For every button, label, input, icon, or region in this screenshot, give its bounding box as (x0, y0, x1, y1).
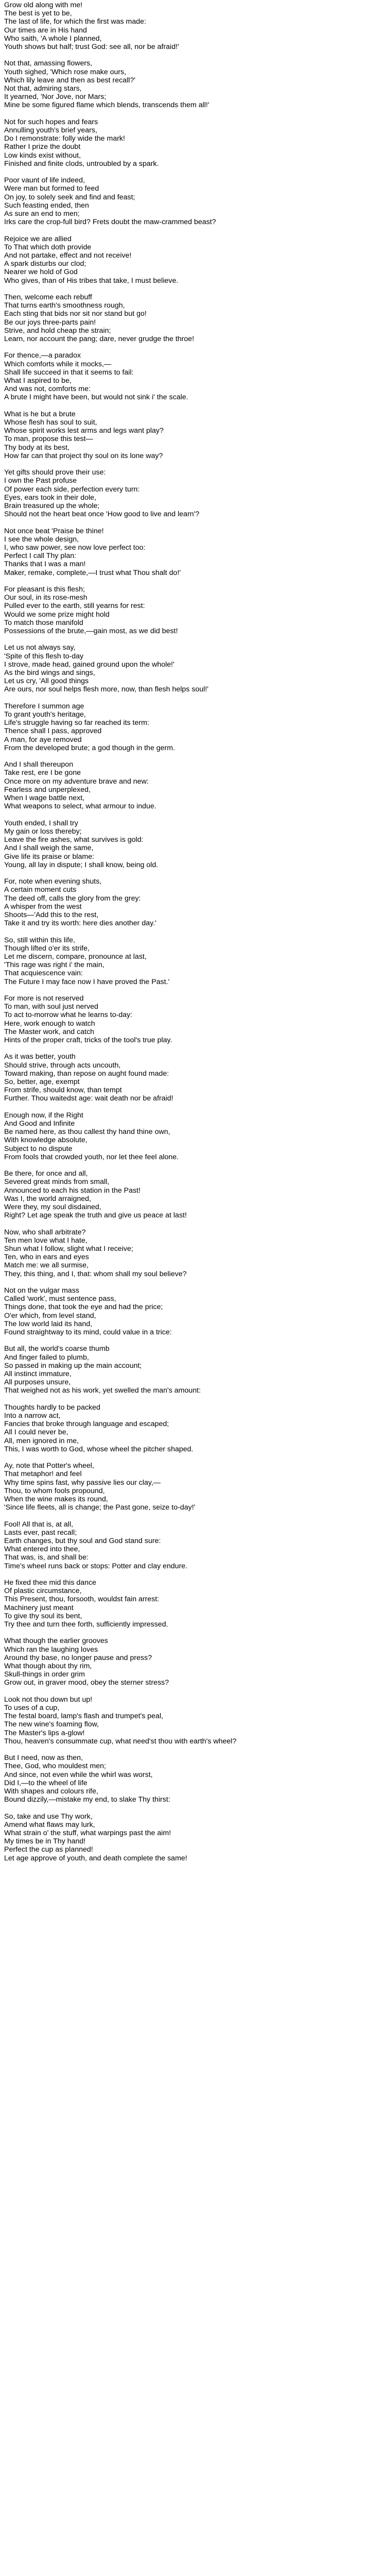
stanza-10: Not once beat 'Praise be thine! I see the whole design, I, who saw power, see now love perfect too: Perfect I call Thy plan: Thanks that I was a man! Maker, remake, complete,—I trust what Thou shalt do!' (4, 527, 181, 577)
stanza-4: Poor vaunt of life indeed, Were man but formed to feed On joy, to solely seek and find and feast; Such feasting ended, then As sure an end to men; Irks care the crop-full bird? Frets doubt the maw-crammed beast? (4, 176, 216, 227)
stanza-20: Enough now, if the Right And Good and Infinite Be named here, as thou callest thy hand thine own, With knowledge absolute, Subject to no dispute From fools that crowded youth, nor let thee feel alone. (4, 1111, 179, 1161)
stanza-9: Yet gifts should prove their use: I own the Past profuse Of power each side, perfection every turn: Eyes, ears took in their dole, Brain treasured up the whole; Should not the heart beat once 'How good to live and learn'? (4, 468, 200, 519)
stanza-28: He fixed thee mid this dance Of plastic circumstance, This Present, thou, forsooth, wouldst fain arrest: Machinery just meant To give thy soul its bent, Try thee and turn thee forth, sufficiently impressed. (4, 1578, 168, 1629)
stanza-2: Not that, amassing flowers, Youth sighed, 'Which rose make ours, Which lily leave and then as best recall?' Not that, admiring stars, It yearned, 'Nor Jove, nor Mars; Mine be some figured flame which blends, transcends them all!' (4, 59, 209, 110)
stanza-25: Thoughts hardly to be packed Into a narrow act, Fancies that broke through language and escaped; All I could never be, All, men ignored in me, This, I was worth to God, whose wheel the pitcher shaped. (4, 1403, 194, 1453)
stanza-29: What though the earlier grooves Which ran the laughing loves Around thy base, no longer pause and press? What though about thy rim, Skull-things in order grim Grow out, in graver mood, obey the sterner stress? (4, 1637, 169, 1687)
stanza-32: So, take and use Thy work, Amend what flaws may lurk, What strain o' the stuff, what warpings past the aim! My times be in Thy hand! Perfect the cup as planned! Let age approve of youth, and death complete the same! (4, 1812, 187, 1862)
stanza-13: Therefore I summon age To grant youth's heritage, Life's struggle having so far reached its term: Thence shall I pass, approved A man, for aye removed From the developed brute; a god though in the germ. (4, 702, 176, 752)
stanza-30: Look not thou down but up! To uses of a cup, The festal board, lamp's flash and trumpet's peal, The new wine's foaming flow, The Master's lips a-glow! Thou, heaven's consummate cup, what need'st thou with earth's wheel? (4, 1695, 237, 1745)
stanza-18: For more is not reserved To man, with soul just nerved To act to-morrow what he learns to-day: Here, work enough to watch The Master work, and catch Hints of the proper craft, tricks of the tool's true play. (4, 994, 172, 1044)
stanza-1: Grow old along with me! The best is yet to be, The last of life, for which the first was made: Our times are in His hand Who saith, 'A whole I planned, Youth shows but half; trust God: see all, nor be afraid!' (4, 1, 179, 52)
stanza-27: Fool! All that is, at all, Lasts ever, past recall; Earth changes, but thy soul and God stand sure: What entered into thee, That was, is, and shall be: Time's wheel runs back or stops: Potter and clay endure. (4, 1520, 188, 1570)
stanza-8: What is he but a brute Whose flesh has soul to suit, Whose spirit works lest arms and legs want play? To man, propose this test— Thy body at its best, How far can that project thy soul on its lone way? (4, 410, 164, 460)
stanza-14: And I shall thereupon Take rest, ere I be gone Once more on my adventure brave and new: Fearless and unperplexed, When I wage battle next, What weapons to select, what armour to indue. (4, 760, 156, 811)
stanza-17: So, still within this life, Though lifted o'er its strife, Let me discern, compare, pronounce at last, 'This rage was right i' the main, That acquiescence vain: The Future I may face now I have proved the Past.' (4, 936, 170, 986)
stanza-21: Be there, for once and all, Severed great minds from small, Announced to each his station in the Past! Was I, the world arraigned, Were they, my soul disdained, Right? Let age speak the truth and give us peace at last! (4, 1170, 187, 1220)
stanza-26: Ay, note that Potter's wheel, That metaphor! and feel Why time spins fast, why passive lies our clay,— Thou, to whom fools propound, When the wine makes its round, 'Since life fleets, all is change; the Past gone, seize to-day!' (4, 1462, 196, 1512)
stanza-15: Youth ended, I shall try My gain or loss thereby; Leave the fire ashes, what survives is gold: And I shall weigh the same, Give life its praise or blame: Young, all lay in dispute; I shall know, being old. (4, 819, 159, 869)
stanza-22: Now, who shall arbitrate? Ten men love what I hate, Shun what I follow, slight what I receive; Ten, who in ears and eyes Match me: we all surmise, They, this thing, and I, that: whom shall my soul believe? (4, 1228, 187, 1278)
stanza-5: Rejoice we are allied To That which doth provide And not partake, effect and not receive! A spark disturbs our clod; Nearer we hold of God Who gives, than of His tribes that take, I must believe. (4, 234, 179, 285)
stanza-7: For thence,—a paradox Which comforts while it mocks,— Shall life succeed in that it seems to fail: What I aspired to be, And was not, comforts me: A brute I might have been, but would not sink i' the scale. (4, 351, 188, 402)
stanza-12: Let us not always say, 'Spite of this flesh to-day I strove, made head, gained ground upon the whole!' As the bird wings and sings, Let us cry, 'All good things Are ours, nor soul helps flesh more, now, than flesh helps soul!' (4, 643, 209, 694)
stanza-23: Not on the vulgar mass Called 'work', must sentence pass, Things done, that took the eye and had the price; O'er which, from level stand, The low world laid its hand, Found straightway to its mind, could value in a trice: (4, 1286, 172, 1336)
stanza-19: As it was better, youth Should strive, through acts uncouth, Toward making, than repose on aught found made: So, better, age, exempt From strife, should know, than tempt Further. Thou waitedst age: wait death nor be afraid! (4, 1053, 173, 1103)
stanza-31: But I need, now as then, Thee, God, who mouldest men; And since, not even while the whirl was worst, Did I,—to the wheel of life With shapes and colours rife, Bound dizzily,—mistake my end, to slake Thy thirst: (4, 1754, 170, 1804)
stanza-6: Then, welcome each rebuff That turns earth's smoothness rough, Each sting that bids nor sit nor stand but go! Be our joys three-parts pain! Strive, and hold cheap the strain; Learn, nor account the pang; dare, never grudge the throe! (4, 293, 195, 344)
stanza-3: Not for such hopes and fears Annulling youth's brief years, Do I remonstrate: folly wide the mark! Rather I prize the doubt Low kinds exist without, Finished and finite clods, untroubled by a spark. (4, 117, 159, 168)
stanza-24: But all, the world's coarse thumb And finger failed to plumb, So passed in making up the main account; All instinct immature, All purposes unsure, That weighed not as his work, yet swelled the man's amount: (4, 1345, 201, 1395)
stanza-16: For, note when evening shuts, A certain moment cuts The deed off, calls the glory from the grey: A whisper from the west Shoots—'Add this to the rest, Take it and try its worth: here dies another day.' (4, 877, 156, 928)
stanza-11: For pleasant is this flesh; Our soul, in its rose-mesh Pulled ever to the earth, still yearns for rest: Would we some prize might hold To match those manifold Possessions of the brute,—gain most, as we did best! (4, 585, 178, 636)
